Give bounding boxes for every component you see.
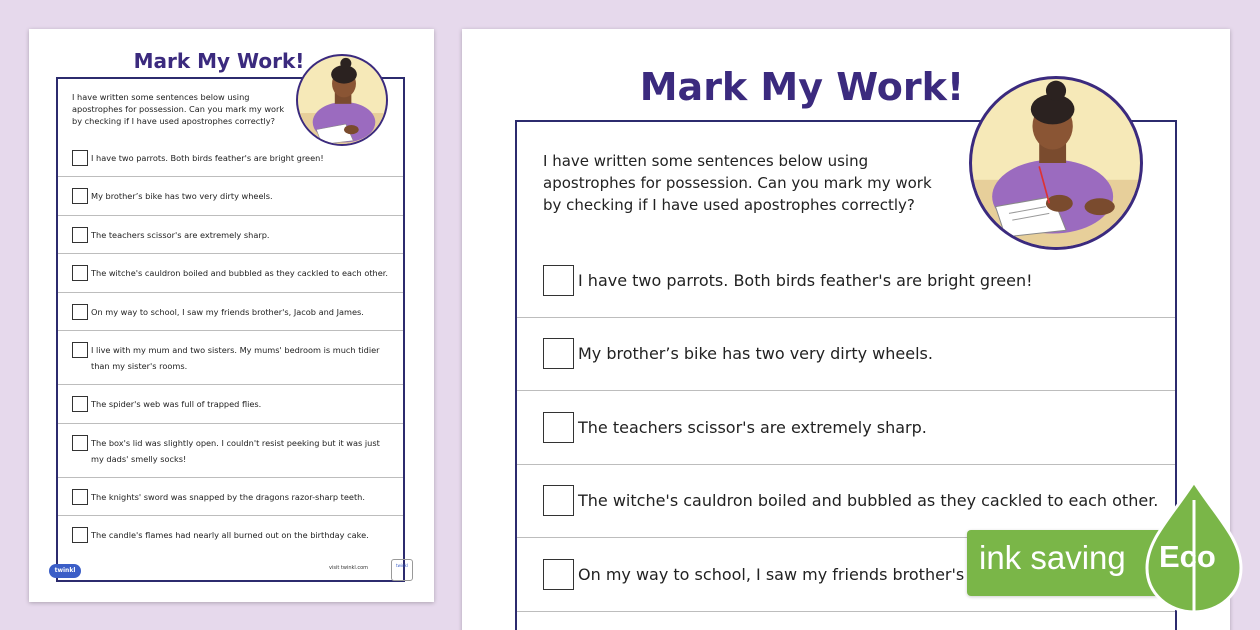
checkbox[interactable] [72, 227, 88, 243]
checkbox[interactable] [72, 342, 88, 358]
sentence-row [58, 177, 403, 216]
sentence-row [58, 254, 403, 293]
checkbox[interactable] [543, 265, 574, 296]
checkbox[interactable] [72, 527, 88, 543]
girl-writing-illustration [969, 76, 1143, 250]
checkbox[interactable] [72, 150, 88, 166]
sentence-text: I have two parrots. Both birds feather's are bright green! [91, 153, 324, 163]
intro-line: by checking if I have used apostrophes correctly? [543, 196, 915, 214]
sentence-text: I have two parrots. Both birds feather's are bright green! [578, 270, 1033, 290]
sentence-text: The spider's web was full of trapped flies. [91, 399, 262, 409]
worksheet-intro [543, 150, 983, 216]
checkbox[interactable] [72, 396, 88, 412]
sentence-text: I live with my mum and two sisters. My mums' bedroom is much tidier than my sister's rooms. [91, 345, 380, 371]
checkbox[interactable] [72, 304, 88, 320]
footer-url: visit twinkl.com [329, 565, 369, 571]
checkbox[interactable] [72, 265, 88, 281]
eco-label: Eco [1159, 539, 1216, 574]
intro-line: apostrophes for possession. Can you mark my work [543, 174, 932, 192]
ink-saving-eco-badge [967, 480, 1260, 630]
sentence-row [58, 478, 403, 517]
sentence-row [517, 244, 1175, 318]
sentence-text: On my way to school, I saw my friends brother's, Jacob and James. [91, 306, 364, 317]
intro-line: I have written some sentences below using [543, 152, 869, 170]
worksheet-title: Mark My Work! [639, 65, 965, 109]
checkbox[interactable] [543, 559, 574, 590]
sentence-row [58, 216, 403, 255]
worksheet-thumbnail [29, 29, 434, 602]
sentence-text: The box's lid was slightly open. I couldn't resist peeking but it was just my dads' smelly socks! [91, 437, 380, 464]
thumbnail-sentence-list [58, 139, 403, 555]
intro-line: apostrophes for possession. Can you mark my work [72, 104, 285, 114]
sentence-row [58, 516, 403, 555]
sentence-text: The candle's flames had nearly all burned out on the birthday cake. [91, 530, 369, 540]
sentence-text: On my way to school, I saw my friends brother's [578, 564, 965, 584]
checkbox[interactable] [543, 338, 574, 369]
girl-writing-illustration [296, 54, 388, 146]
checkbox[interactable] [72, 489, 88, 505]
intro-line: I have written some sentences below using [72, 92, 250, 102]
thumbnail-title: Mark My Work! [133, 49, 305, 73]
sentence-row [58, 424, 403, 478]
checkbox[interactable] [543, 412, 574, 443]
sentence-text: My brother’s bike has two very dirty wheels. [91, 191, 273, 201]
sentence-row [58, 331, 403, 385]
sentence-text: The teachers scissor's are extremely sharp. [578, 417, 927, 437]
twinkl-badge-logo: twinkl [391, 559, 413, 581]
sentence-row [58, 385, 403, 424]
sentence-text: My brother’s bike has two very dirty wheels. [578, 344, 933, 364]
ink-saving-label: ink saving [979, 539, 1126, 576]
thumbnail-intro [72, 91, 302, 127]
twinkl-logo: twinkl [49, 564, 81, 578]
sentence-row [517, 318, 1175, 392]
checkbox[interactable] [543, 485, 574, 516]
sentence-text: The knights' sword was snapped by the dragons razor-sharp teeth. [91, 491, 365, 502]
sentence-text: The witche's cauldron boiled and bubbled as they cackled to each other. [91, 268, 388, 278]
checkbox[interactable] [72, 435, 88, 451]
intro-line: by checking if I have used apostrophes correctly? [72, 116, 275, 126]
checkbox[interactable] [72, 188, 88, 204]
sentence-row [517, 391, 1175, 465]
thumbnail-frame [56, 77, 405, 582]
sentence-text: The teachers scissor's are extremely sharp. [91, 229, 270, 240]
sentence-text: The witche's cauldron boiled and bubbled as they cackled to each other. [578, 491, 1159, 511]
sentence-row [58, 293, 403, 332]
